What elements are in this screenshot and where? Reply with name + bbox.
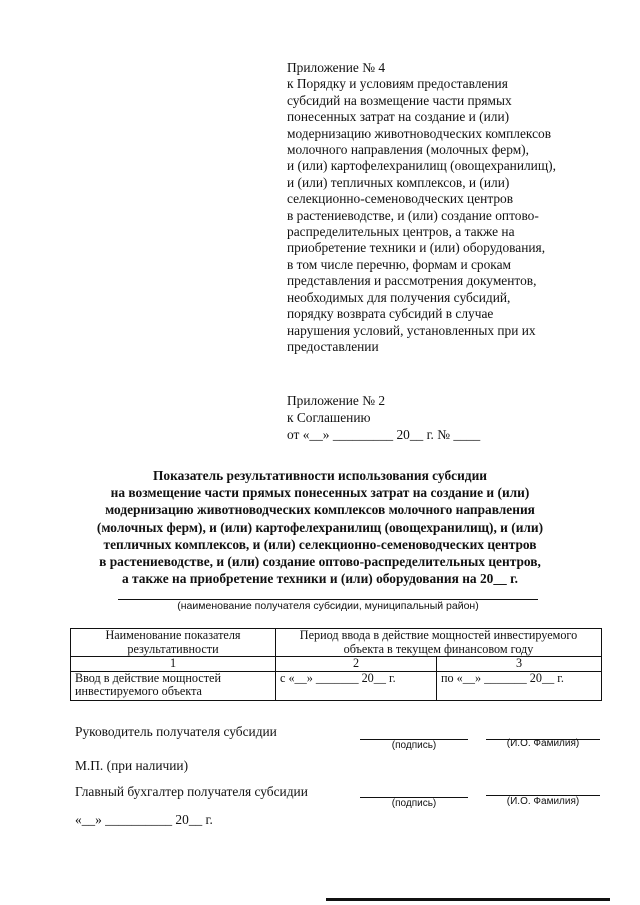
agreement-line: Приложение № 2 <box>287 393 386 408</box>
appendix-line: субсидий на возмещение части прямых <box>287 92 512 108</box>
appendix-line: селекционно-семеноводческих центров <box>287 191 514 207</box>
appendix-line: и (или) тепличных комплексов, и (или) <box>287 174 510 190</box>
recipient-caption: (наименование получателя субсидии, муниципальный район) <box>177 600 479 612</box>
table-row <box>71 671 602 700</box>
title-line: модернизацию животноводческих комплексов молочного направления <box>105 502 535 518</box>
appendix-line: представления и рассмотрения документов, <box>287 273 537 289</box>
appendix-line: молочного направления (молочных ферм), <box>287 142 529 158</box>
head-name-caption: (И.О. Фамилия) <box>506 738 580 749</box>
appendix-header <box>287 60 627 355</box>
accountant-signature-caption: (подпись) <box>391 798 437 809</box>
row-indicator-label: Ввод в действие мощностей инвестируемого объекта <box>71 671 276 700</box>
accountant-name-caption: (И.О. Фамилия) <box>506 796 580 807</box>
appendix-line: необходимых для получения субсидий, <box>287 289 511 305</box>
period-to-field[interactable]: по «__» _______ 20__ г. <box>437 671 602 700</box>
header-period: Период ввода в действие мощностей инвестируемого объекта в текущем финансовом году <box>276 629 602 657</box>
title-line: Показатель результативности использования субсидии <box>153 468 487 483</box>
indicator-table <box>70 628 602 701</box>
title-line: (молочных ферм), и (или) картофелехранилищ (овощехранилищ), и (или) <box>96 519 544 535</box>
signing-date[interactable]: «__» __________ 20__ г. <box>75 812 213 827</box>
appendix-line: Приложение № 4 <box>287 60 386 75</box>
col-number-3: 3 <box>437 657 602 672</box>
head-signature-caption: (подпись) <box>391 740 437 751</box>
appendix-line: распределительных центров, а также на <box>287 224 515 240</box>
appendix-line: порядку возврата субсидий в случае <box>287 306 494 322</box>
stamp-label: М.П. (при наличии) <box>75 758 189 773</box>
title-line: в растениеводстве, и (или) создание оптово-распределительных центров, <box>99 554 541 570</box>
agreement-header <box>287 392 617 443</box>
appendix-line: к Порядку и условиям предоставления <box>287 76 508 92</box>
footer-bar <box>326 898 610 901</box>
appendix-line: предоставлении <box>287 338 379 354</box>
appendix-line: нарушения условий, установленных при их <box>287 322 536 338</box>
appendix-line: в том числе перечню, формам и срокам <box>287 256 512 272</box>
title-line: тепличных комплексов, и (или) селекционно-семеноводческих центров <box>103 536 537 552</box>
appendix-line: в растениеводстве, и (или) создание оптово- <box>287 207 539 223</box>
appendix-line: приобретение техники и (или) оборудования, <box>287 240 546 256</box>
header-indicator-name: Наименование показателя результативности <box>71 629 276 657</box>
agreement-line: от «__» _________ 20__ г. № ____ <box>287 427 481 442</box>
appendix-line: модернизацию животноводческих комплексов <box>287 125 552 141</box>
col-number-1: 1 <box>71 657 276 672</box>
agreement-line: к Соглашению <box>287 410 371 425</box>
col-number-2: 2 <box>276 657 437 672</box>
head-signature-label: Руководитель получателя субсидии <box>75 724 277 739</box>
accountant-signature-label: Главный бухгалтер получателя субсидии <box>75 784 308 799</box>
period-from-field[interactable]: с «__» _______ 20__ г. <box>276 671 437 700</box>
table-header-row <box>71 629 602 657</box>
appendix-line: и (или) картофелехранилищ (овощехранилищ), <box>287 158 556 174</box>
title-line: на возмещение части прямых понесенных затрат на создание и (или) <box>110 485 530 501</box>
table-number-row <box>71 657 602 672</box>
appendix-line: понесенных затрат на создание и (или) <box>287 109 510 125</box>
title-line: а также на приобретение техники и (или) оборудования на 20__ г. <box>121 571 519 587</box>
document-title <box>40 467 600 587</box>
